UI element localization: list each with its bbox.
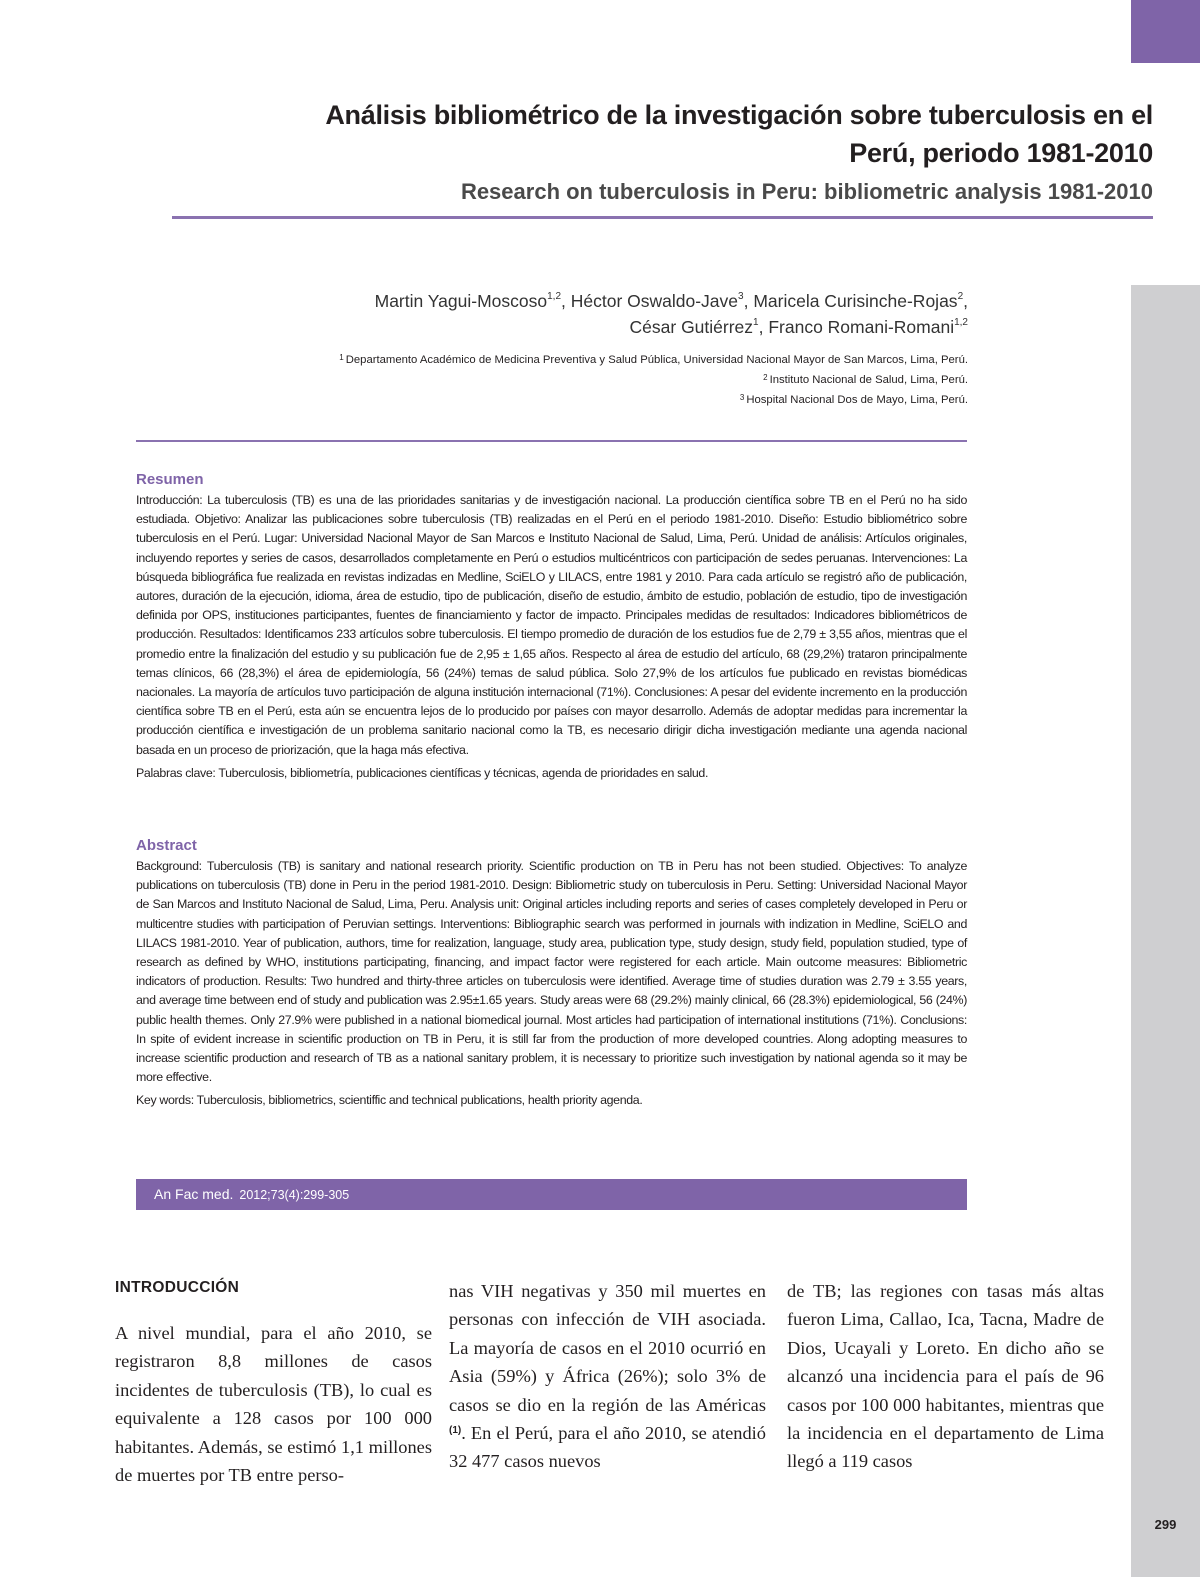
author-affil-mark: 1,2	[547, 291, 562, 302]
body-paragraph: A nivel mundial, para el año 2010, se registraron 8,8 millones de casos incidentes de tuberculosis (TB), lo cual es equivalente a 128 casos por 100 000 habitantes. Además, se estimó 1,1 millones de muertes por TB entre perso-	[115, 1323, 432, 1486]
author-affil-mark: 1,2	[954, 317, 968, 328]
affiliation-text: Instituto Nacional de Salud, Lima, Perú.	[769, 374, 968, 386]
title-divider	[172, 216, 1153, 219]
page-number: 299	[1154, 1517, 1177, 1532]
title-line-2: Perú, periodo 1981-2010	[849, 138, 1153, 168]
affiliation-text: Hospital Nacional Dos de Mayo, Lima, Perú.	[746, 394, 968, 406]
resumen-heading: Resumen	[136, 471, 204, 488]
abstract-body: Background: Tuberculosis (TB) is sanitary and national research priority. Scientific production on TB in Peru has not been studied. Objectives: To analyze publications on tuberculosis (TB) done in Peru in the period 1981-2010. Design: Bibliometric study on tuberculosis in Peru. Setting: Universidad Nacional Mayor de San Marcos and Instituto Nacional de Salud, Lima, Peru. Analysis unit: Original articles including reports and series of cases completely developed in Peru or multicentre studies with participation of Peruvian settings. Interventions: Bibliographic search was performed in journals with indization in Medline, SciELO and LILACS 1981-2010. Year of publication, authors, time for realization, language, study area, publication type, study design, study field, population studied, type of research as defined by WHO, institutions participating, financing, and impact factor were registered for each article. Main outcome measures: Bibliometric indicators of production. Results: Two hundred and thirty-three articles on tuberculosis were identified. Average time of studies duration was 2.79 ± 3.55 years, and average time between end of study and publication was 2.95±1.65 years. Study areas were 68 (29.2%) mainly clinical, 66 (28.3%) epidemiological, 56 (24%) public health themes. Only 27.9% were published in a national biomedical journal. Most articles had participation of international institutions (71%). Conclusions: In spite of evident increase in scientific production on TB in Peru, it is still far from the production of more developed countries. Along adopting measures to increase scientific production and research of TB as a national sanitary problem, it is necessary to prioritize such investigation by national agenda so it may be more effective.	[136, 859, 967, 1085]
reference-mark: (1)	[449, 1425, 462, 1437]
author-affil-mark: 3	[738, 291, 744, 302]
abstract-keywords: Key words: Tuberculosis, bibliometrics, scientiffic and technical publications, health priority agenda.	[136, 1093, 643, 1108]
abstract-section	[136, 837, 967, 1110]
section-heading-introduccion: INTRODUCCIÓN	[115, 1279, 240, 1296]
side-margin-bar	[1131, 285, 1200, 1577]
header-divider	[136, 440, 967, 442]
affiliation-text: Departamento Académico de Medicina Preventiva y Salud Pública, Universidad Nacional Mayor de San Marcos, Lima, Perú.	[345, 354, 968, 366]
affiliation-item	[180, 370, 968, 390]
author-list	[180, 288, 968, 340]
affiliation-mark: 2	[763, 373, 768, 382]
body-column-3	[787, 1277, 1104, 1476]
resumen-section	[136, 471, 967, 783]
author-name: , Maricela Curisinche-Rojas	[743, 291, 958, 311]
article-subtitle: Research on tuberculosis in Peru: bibliometric analysis 1981-2010	[460, 179, 1153, 204]
body-column-2	[449, 1277, 766, 1476]
journal-name: An Fac med.	[154, 1186, 234, 1202]
author-name: Martin Yagui-Moscoso	[374, 291, 548, 311]
body-paragraph: de TB; las regiones con tasas más altas fueron Lima, Callao, Ica, Tacna, Madre de Dios, Ucayali y Loreto. En dicho año se alcanzó una incidencia para el país de 96 casos por 100 000 habitantes, mientras que la incidencia en el departamento de Lima llegó a 119 casos	[787, 1281, 1104, 1472]
author-separator: ,	[963, 291, 968, 311]
affiliation-item	[180, 350, 968, 370]
author-name: , Franco Romani-Romani	[758, 317, 955, 337]
body-text: . En el Perú, para el año 2010, se atendió 32 477 casos nuevos	[449, 1423, 766, 1472]
affiliation-list	[180, 350, 968, 410]
author-name: César Gutiérrez	[629, 317, 754, 337]
citation-text	[154, 1186, 349, 1204]
abstract-heading: Abstract	[136, 837, 197, 854]
title-line-1: Análisis bibliométrico de la investigación sobre tuberculosis en el	[325, 100, 1153, 130]
article-title	[200, 96, 1153, 172]
author-affil-mark: 1	[753, 317, 759, 328]
resumen-body: Introducción: La tuberculosis (TB) es una de las prioridades sanitarias y de investigación nacional. La producción científica sobre TB en el Perú no ha sido estudiada. Objetivo: Analizar las publicaciones sobre tuberculosis (TB) realizadas en el Perú en el periodo 1981-2010. Diseño: Estudio bibliométrico sobre tuberculosis en el Perú. Lugar: Universidad Nacional Mayor de San Marcos e Instituto Nacional de Salud, Lima, Perú. Unidad de análisis: Artículos originales, incluyendo reportes y series de casos, desarrollados completamente en Perú o estudios multicéntricos con participación de sedes peruanas. Intervenciones: La búsqueda bibliográfica fue realizada en revistas indizadas en Medline, SciELO y LILACS, entre 1981 y 2010. Para cada artículo se registró año de publicación, autores, duración de la ejecución, idioma, área de estudio, tipo de publicación, diseño de estudio, ámbito de estudio, población de estudio, tipo de investigación definida por OPS, instituciones participantes, fuentes de financiamiento y factor de impacto. Principales medidas de resultados: Indicadores bibliométricos de producción. Resultados: Identificamos 233 artículos sobre tuberculosis. El tiempo promedio de duración de los estudios fue de 2,79 ± 3,55 años, mientras que el promedio entre la finalización del estudio y su publicación fue de 2,95 ± 1,65 años. Respecto al área de estudio del artículo, 68 (29,2%) trataron principalmente temas clínicos, 66 (28,3%) el área de epidemiología, 56 (24%) temas de salud pública. Solo 27,9% de los artículos fue publicado en revistas biomédicas nacionales. La mayoría de artículos tuvo participación de alguna institución internacional (71%). Conclusiones: A pesar del evidente incremento en la producción científica sobre TB en el Perú, esta aún se encuentra lejos de lo producido por países con mayor desarrollo. Además de adoptar medidas para incrementar la producción científica e investigación de un problema sanitario nacional como la TB, es necesario dirigir dicha investigación mediante una agenda nacional basada en un proceso de priorización, que la haga más efectiva.	[136, 493, 967, 757]
resumen-keywords: Palabras clave: Tuberculosis, bibliometría, publicaciones científicas y técnicas, agenda de prioridades en salud.	[136, 765, 709, 780]
author-name: , Héctor Oswaldo-Jave	[561, 291, 739, 311]
citation-reference: 2012;73(4):299-305	[239, 1188, 350, 1202]
author-affil-mark: 2	[957, 291, 964, 302]
citation-band	[136, 1179, 967, 1210]
corner-color-tab	[1131, 0, 1200, 63]
body-text: nas VIH negativas y 350 mil muertes en personas con infección de VIH asociada. La mayoría de casos en el 2010 ocurrió en Asia (59%) y África (26%); solo 3% de casos se dio en la región de las Américas	[449, 1281, 766, 1415]
affiliation-item	[180, 390, 968, 410]
body-column-1	[115, 1277, 432, 1489]
affiliation-mark: 1	[339, 353, 344, 362]
body-paragraph	[449, 1277, 766, 1476]
affiliation-mark: 3	[739, 393, 745, 402]
